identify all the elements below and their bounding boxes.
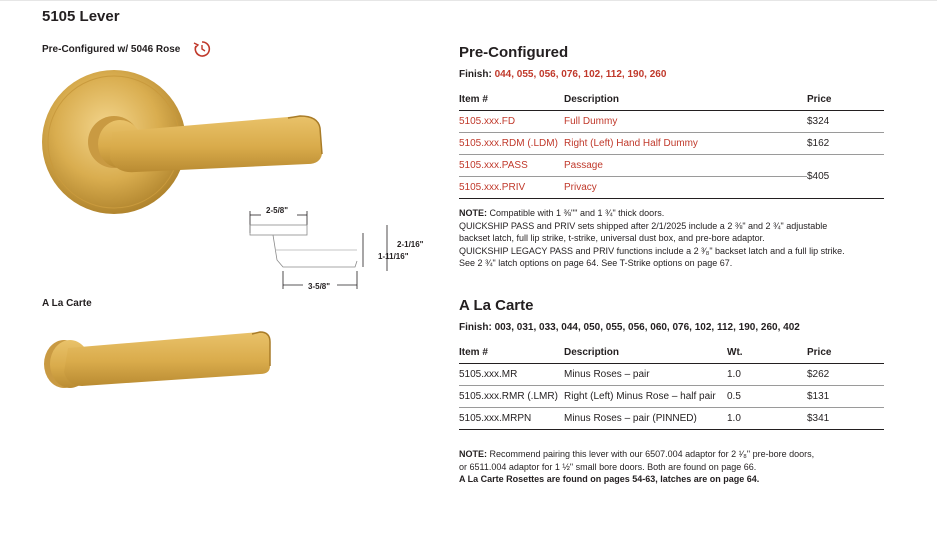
description-cell: Right (Left) Minus Rose – half pair bbox=[564, 386, 727, 408]
header-item: Item # bbox=[459, 345, 564, 364]
table-row bbox=[459, 111, 884, 133]
note-line: or 6511.004 adaptor for 1 ½" small bore doors. Both are found on page 66. bbox=[459, 461, 757, 472]
price-cell: $324 bbox=[807, 111, 884, 133]
top-rule bbox=[0, 0, 937, 1]
description-cell: Full Dummy bbox=[564, 111, 807, 133]
price-cell: $131 bbox=[807, 386, 884, 408]
item-cell[interactable]: 5105.xxx.FD bbox=[459, 111, 564, 133]
note-line: backset latch, full lip strike, t-strike, universal dust box, and pre-bore adaptor. bbox=[459, 233, 765, 243]
header-price: Price bbox=[807, 92, 884, 111]
header-item: Item # bbox=[459, 92, 564, 111]
table-header-row bbox=[459, 92, 884, 111]
header-wt: Wt. bbox=[727, 345, 807, 364]
alacarte-title: A La Carte bbox=[459, 297, 534, 314]
price-cell: $262 bbox=[807, 364, 884, 386]
preconfig-label: Pre-Configured w/ 5046 Rose bbox=[42, 44, 181, 55]
alacarte-lever-image bbox=[42, 322, 274, 394]
dimension-bottom: 3-5/8" bbox=[308, 282, 331, 291]
alacarte-finish: Finish: 003, 031, 033, 044, 050, 055, 056, 060, 076, 102, 112, 190, 260, 402 bbox=[459, 322, 800, 333]
table-row bbox=[459, 408, 884, 430]
item-cell[interactable]: 5105.xxx.PASS bbox=[459, 155, 564, 177]
header-description: Description bbox=[564, 345, 727, 364]
preconfigured-finish: Finish: 044, 055, 056, 076, 102, 112, 190, 260 bbox=[459, 69, 667, 80]
table-row bbox=[459, 155, 884, 177]
price-cell: $405 bbox=[807, 155, 884, 199]
description-cell: Minus Roses – pair (PINNED) bbox=[564, 408, 727, 430]
page-title: 5105 Lever bbox=[42, 8, 120, 25]
item-cell[interactable]: 5105.xxx.RDM (.LDM) bbox=[459, 133, 564, 155]
header-description: Description bbox=[564, 92, 807, 111]
preconfigured-note bbox=[459, 207, 919, 270]
price-cell: $341 bbox=[807, 408, 884, 430]
note-line: NOTE: Recommend pairing this lever with our 6507.004 adaptor for 2 ¹⁄₈" pre-bore doors, bbox=[459, 449, 815, 459]
description-cell: Privacy bbox=[564, 177, 807, 199]
wt-cell: 1.0 bbox=[727, 408, 807, 430]
dimension-top: 2-5/8" bbox=[266, 206, 289, 215]
note-line: QUICKSHIP LEGACY PASS and PRIV functions include a 2 ³⁄₈" backset latch and a full lip strike. bbox=[459, 245, 845, 256]
description-cell: Right (Left) Hand Half Dummy bbox=[564, 133, 807, 155]
wt-cell: 1.0 bbox=[727, 364, 807, 386]
quickship-icon bbox=[193, 40, 211, 58]
preconfigured-table bbox=[459, 92, 884, 199]
preconfigured-title: Pre-Configured bbox=[459, 44, 569, 61]
item-cell[interactable]: 5105.xxx.PRIV bbox=[459, 177, 564, 199]
dimension-right: 2-1/16" bbox=[397, 240, 424, 249]
item-cell: 5105.xxx.MR bbox=[459, 364, 564, 386]
table-row bbox=[459, 386, 884, 408]
price-cell: $162 bbox=[807, 133, 884, 155]
alacarte-table bbox=[459, 345, 884, 430]
note-line: A La Carte Rosettes are found on pages 54-63, latches are on page 64. bbox=[459, 474, 760, 484]
item-cell: 5105.xxx.MRPN bbox=[459, 408, 564, 430]
alacarte-label: A La Carte bbox=[42, 298, 92, 309]
table-row bbox=[459, 364, 884, 386]
note-line: See 2 ¾" latch options on page 64. See T-Strike options on page 67. bbox=[459, 258, 733, 268]
wt-cell: 0.5 bbox=[727, 386, 807, 408]
dimension-mid: 1-11/16" bbox=[378, 252, 409, 261]
preconfigured-lever-image bbox=[38, 66, 338, 226]
description-cell: Minus Roses – pair bbox=[564, 364, 727, 386]
note-line: QUICKSHIP PASS and PRIV sets shipped after 2/1/2025 include a 2 ⅜" and 2 ¾" adjustable bbox=[459, 220, 828, 231]
header-price: Price bbox=[807, 345, 884, 364]
item-cell: 5105.xxx.RMR (.LMR) bbox=[459, 386, 564, 408]
alacarte-note bbox=[459, 448, 919, 486]
note-line: NOTE: Compatible with 1 ⅜"" and 1 ¾" thick doors. bbox=[459, 208, 665, 218]
description-cell: Passage bbox=[564, 155, 807, 177]
table-header-row bbox=[459, 345, 884, 364]
table-row bbox=[459, 133, 884, 155]
